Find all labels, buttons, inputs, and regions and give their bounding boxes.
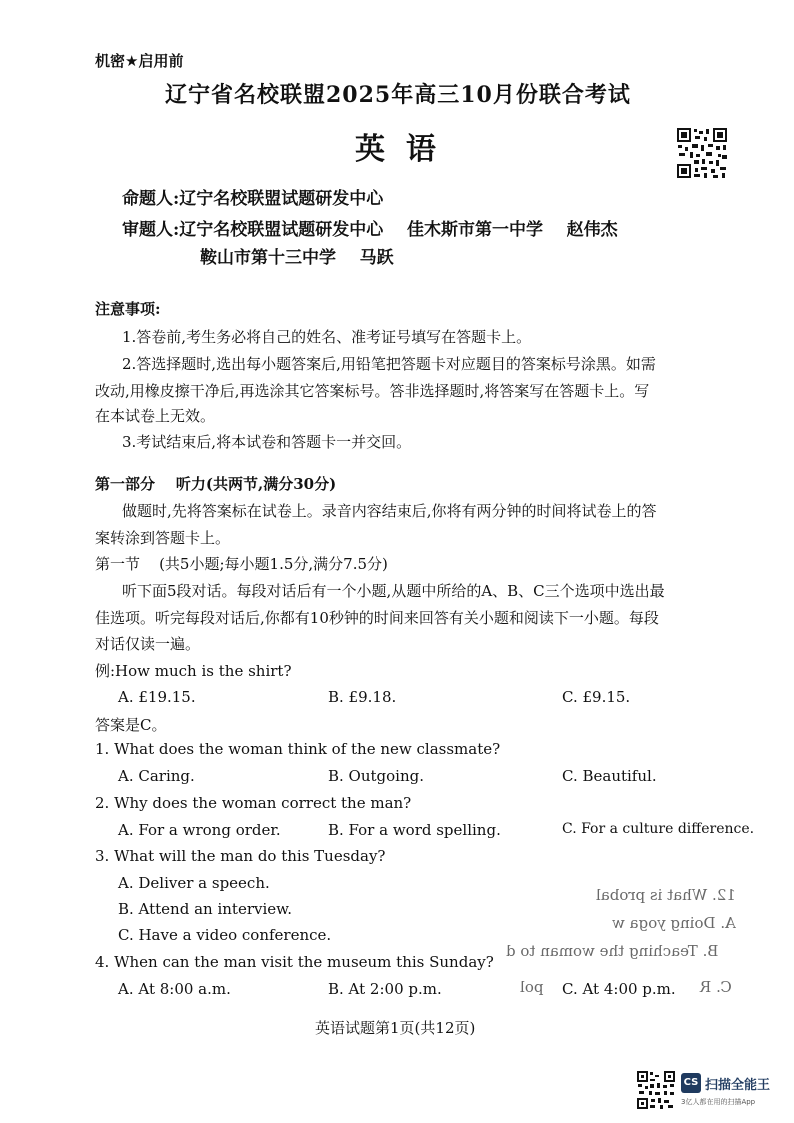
question-2-option-c: C. For a culture difference. [562, 821, 755, 837]
example-answer: 答案是C。 [95, 716, 167, 734]
question-3-option-b: B. Attend an interview. [118, 900, 292, 918]
setter-line: 命题人:辽宁名校联盟试题研发中心 [122, 189, 384, 209]
question-1-option-a: A. Caring. [118, 767, 195, 785]
subject-title: 英 语 [355, 132, 436, 167]
bleed-through-line-1: 12. What is probal [596, 886, 736, 904]
question-1-option-c: C. Beautiful. [562, 767, 657, 785]
part1-heading: 第一部分 听力(共两节,满分30分) [95, 475, 337, 493]
notes-item-2b: 改动,用橡皮擦干净后,再选涂其它答案标号。答非选择题时,将答案写在答题卡上。写 [95, 382, 650, 400]
reviewer-line: 审题人:辽宁名校联盟试题研发中心 佳木斯市第一中学 赵伟杰 [122, 220, 618, 240]
section-heading: 第一节 (共5小题;每小题1.5分,满分7.5分) [95, 555, 388, 573]
notes-item-2c: 在本试卷上无效。 [95, 407, 216, 425]
question-3-option-a: A. Deliver a speech. [118, 874, 270, 892]
reviewer-line-2: 鞍山市第十三中学 马跃 [200, 248, 394, 268]
section-intro-b: 佳选项。听完每段对话后,你都有10秒钟的时间来回答有关小题和阅读下一小题。每段 [95, 609, 659, 627]
example-option-b: B. £9.18. [328, 688, 397, 706]
scanner-app-logo-icon: CS [681, 1073, 701, 1093]
confidential-label: 机密★启用前 [95, 52, 184, 70]
part1-intro-a: 做题时,先将答案标在试卷上。录音内容结束后,你将有两分钟的时间将试卷上的答 [122, 502, 657, 520]
question-4-option-b: B. At 2:00 p.m. [328, 980, 442, 998]
bleed-through-line-5: pol [520, 978, 544, 996]
question-4-option-a: A. At 8:00 a.m. [118, 980, 231, 998]
question-4-option-c: C. At 4:00 p.m. [562, 980, 676, 998]
scanner-app-name: 扫描全能王 [705, 1078, 771, 1093]
question-2-option-a: A. For a wrong order. [118, 821, 281, 839]
question-3-option-c: C. Have a video conference. [118, 926, 332, 944]
exam-title: 辽宁省名校联盟2025年高三10月份联合考试 [165, 82, 631, 108]
question-1-option-b: B. Outgoing. [328, 767, 425, 785]
qr-code-icon [676, 127, 728, 179]
part1-intro-b: 案转涂到答题卡上。 [95, 529, 231, 547]
page-number: 英语试题第1页(共12页) [315, 1019, 476, 1037]
notes-title: 注意事项: [95, 300, 161, 318]
scanner-app-slogan: 3亿人都在用的扫描App [681, 1098, 756, 1106]
question-2: 2. Why does the woman correct the man? [95, 794, 412, 812]
bleed-through-line-4: C. R [700, 978, 732, 996]
section-intro-a: 听下面5段对话。每段对话后有一个小题,从题中所给的A、B、C三个选项中选出最 [122, 582, 665, 600]
example-option-c: C. £9.15. [562, 688, 631, 706]
scanner-qr-icon [636, 1070, 676, 1110]
question-4: 4. When can the man visit the museum this Sunday? [95, 953, 494, 971]
notes-item-1: 1.答卷前,考生务必将自己的姓名、准考证号填写在答题卡上。 [122, 328, 532, 346]
bleed-through-line-2: A. Doing yoga w [612, 914, 736, 932]
question-2-option-b: B. For a word spelling. [328, 821, 501, 839]
notes-item-2a: 2.答选择题时,选出每小题答案后,用铅笔把答题卡对应题目的答案标号涂黑。如需 [122, 355, 656, 373]
section-intro-c: 对话仅读一遍。 [95, 635, 201, 653]
question-3: 3. What will the man do this Tuesday? [95, 847, 386, 865]
question-1: 1. What does the woman think of the new classmate? [95, 740, 501, 758]
bleed-through-line-3: B. Teaching the woman to d [506, 942, 719, 960]
example-question: 例:How much is the shirt? [95, 662, 292, 680]
example-option-a: A. £19.15. [118, 688, 196, 706]
notes-item-3: 3.考试结束后,将本试卷和答题卡一并交回。 [122, 433, 412, 451]
